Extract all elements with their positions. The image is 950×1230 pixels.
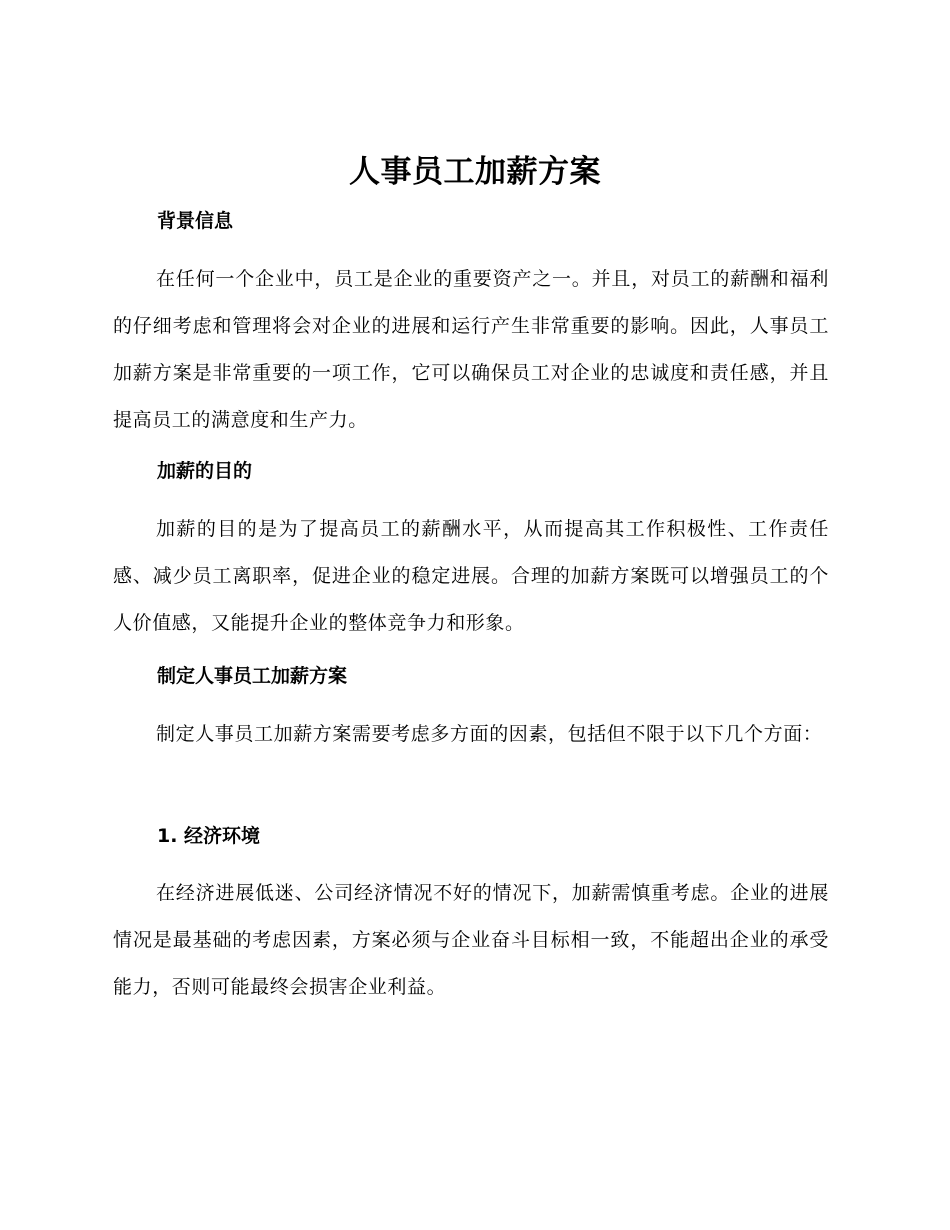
section-paragraph-economy: 在经济进展低迷、公司经济情况不好的情况下，加薪需慎重考虑。企业的进展情况是最基础的考虑因素，方案必须与企业奋斗目标相一致，不能超出企业的承受能力，否则可能最终会损害企业利益。	[113, 882, 829, 998]
section-paragraph-background: 在任何一个企业中，员工是企业的重要资产之一。并且，对员工的薪酬和福利的仔细考虑和管理将会对企业的进展和运行产生非常重要的影响。因此，人事员工加薪方案是非常重要的一项工作，它可以确保员工对企业的忠诚度和责任感，并且提高员工的满意度和生产力。	[113, 268, 829, 431]
section-heading-economy: 1. 经济环境	[157, 825, 261, 847]
section-paragraph-purpose: 加薪的目的是为了提高员工的薪酬水平，从而提高其工作积极性、工作责任感、减少员工离职率，促进企业的稳定进展。合理的加薪方案既可以增强员工的个人价值感，又能提升企业的整体竞争力和形象。	[113, 518, 829, 634]
document-title: 人事员工加薪方案	[349, 154, 601, 190]
section-heading-plan: 制定人事员工加薪方案	[157, 665, 348, 687]
section-paragraph-plan: 制定人事员工加薪方案需要考虑多方面的因素，包括但不限于以下几个方面：	[156, 723, 823, 745]
section-heading-purpose: 加薪的目的	[157, 460, 253, 482]
section-heading-background: 背景信息	[157, 210, 234, 232]
